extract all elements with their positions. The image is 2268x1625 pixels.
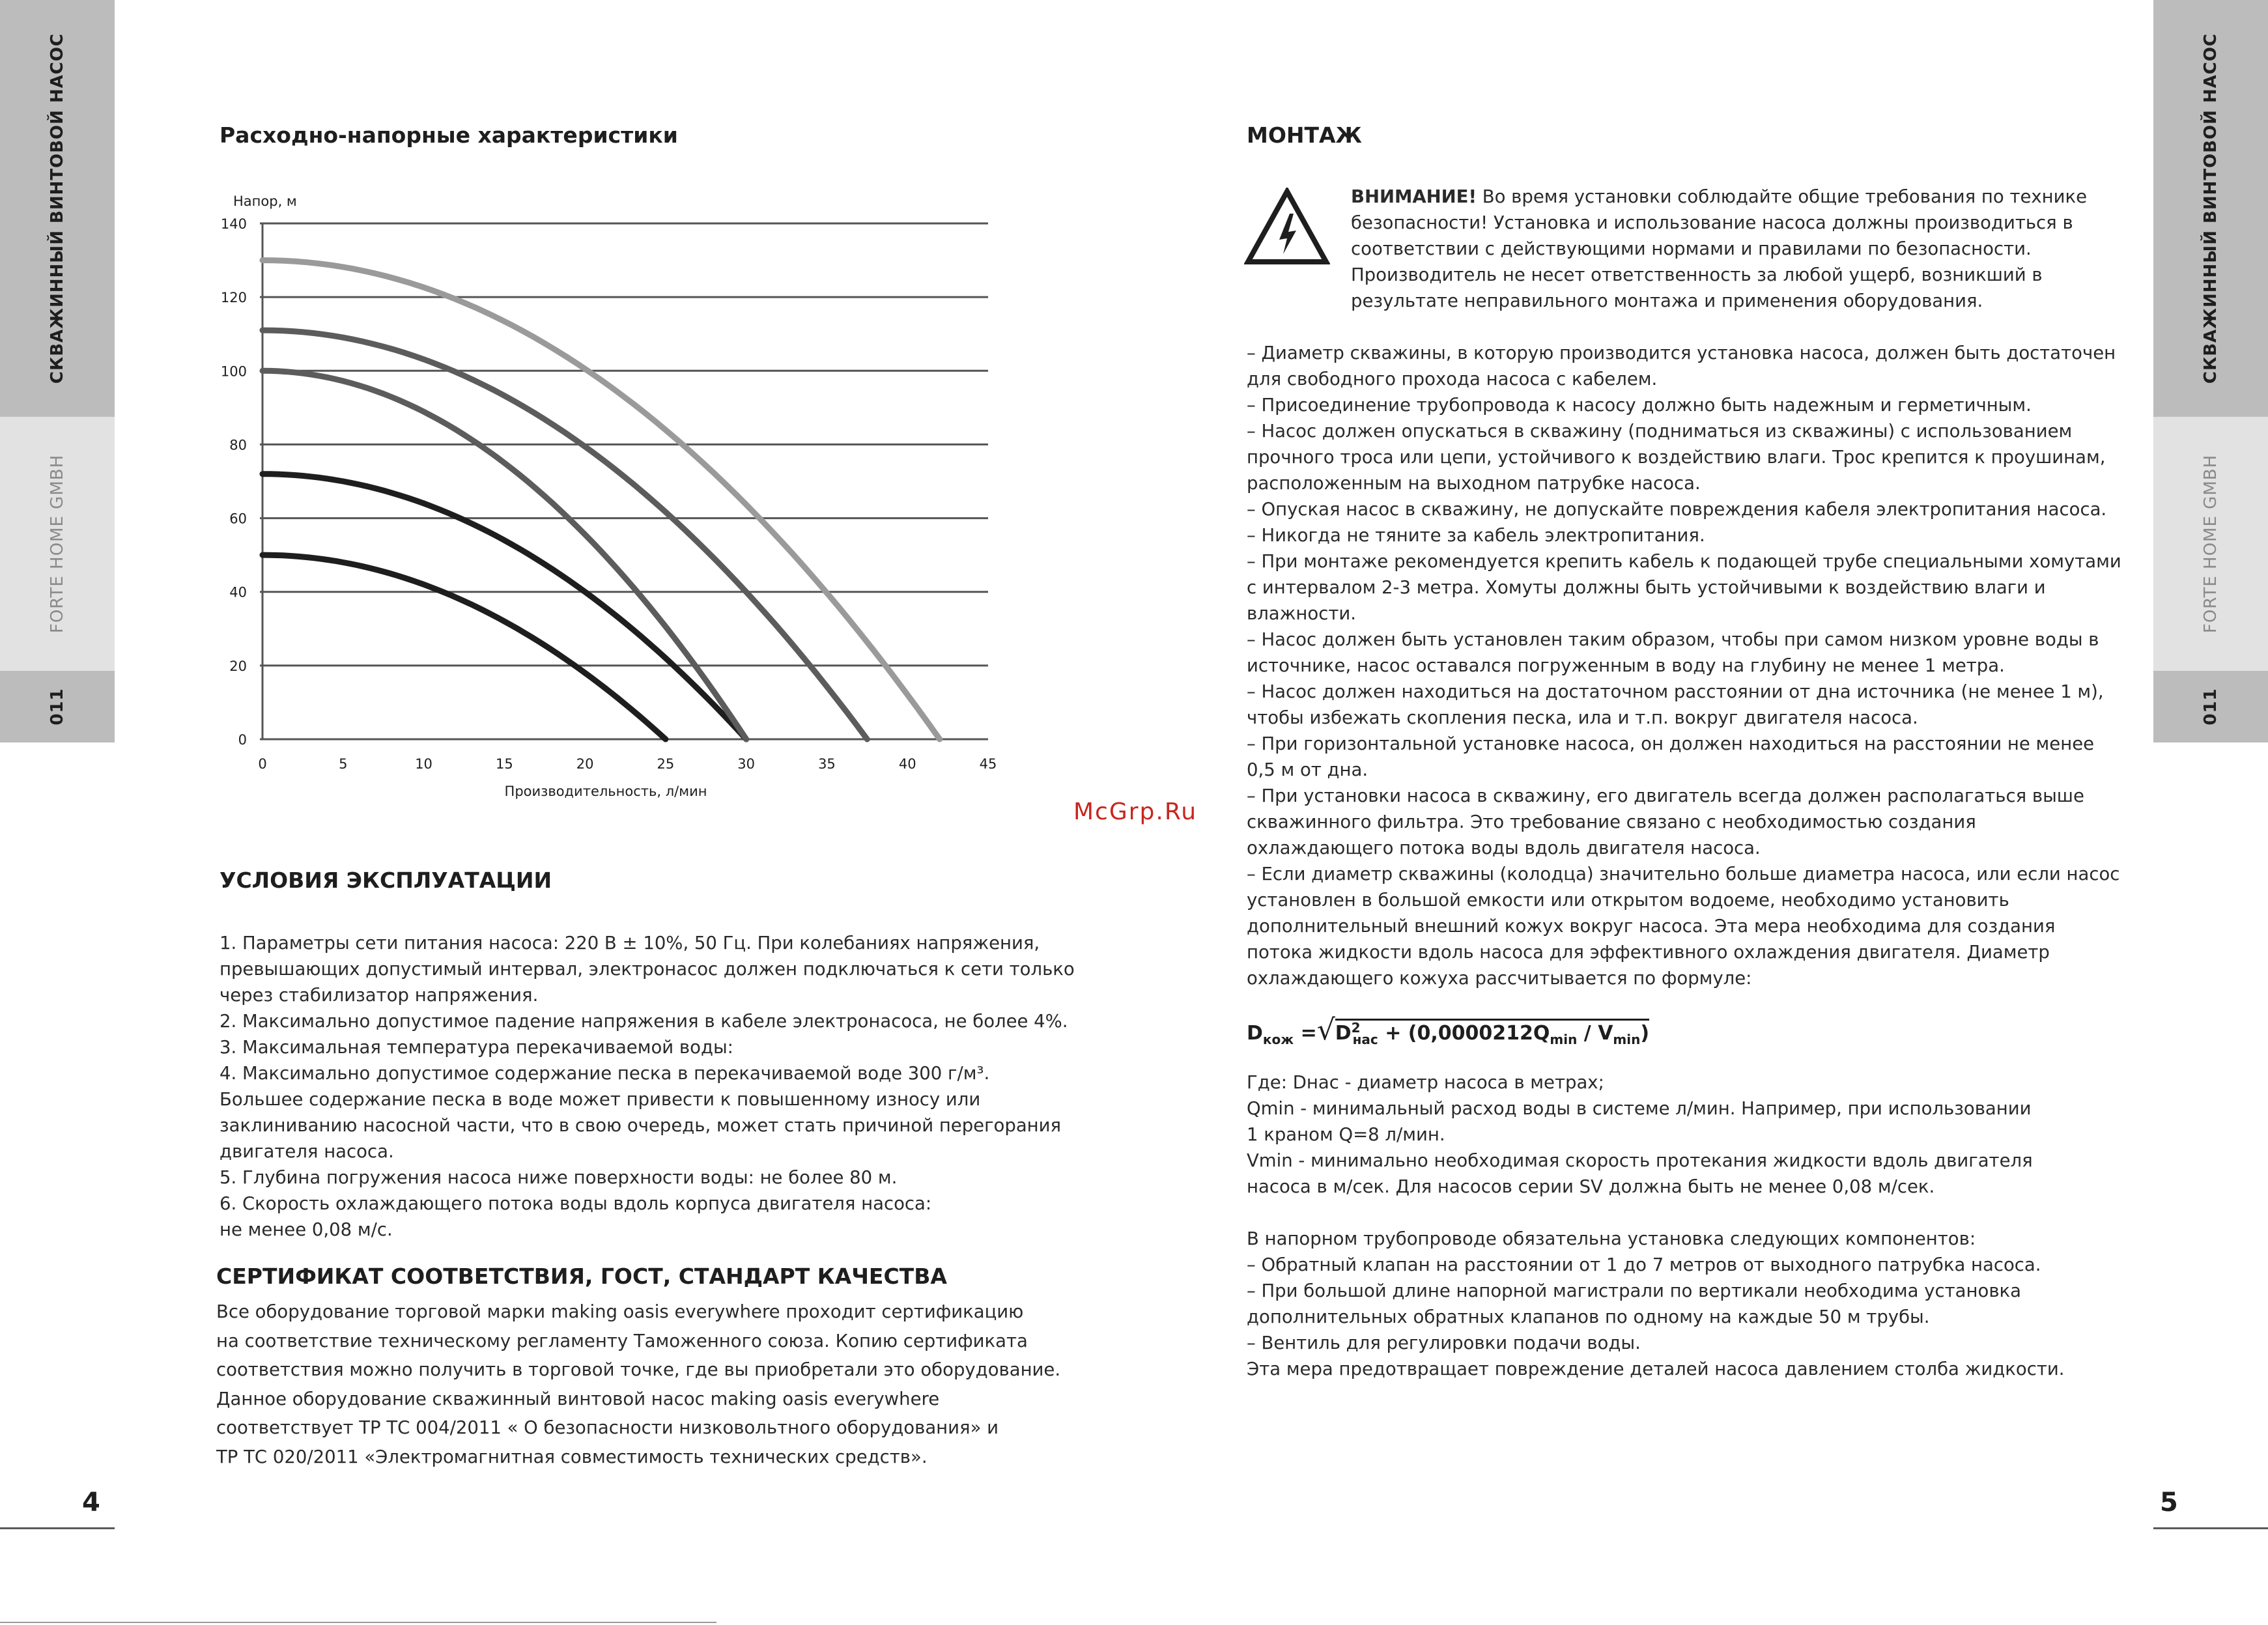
x-tick-label: 40 <box>898 756 916 772</box>
performance-chart <box>0 0 1016 821</box>
mounting-list <box>1247 340 2121 991</box>
side-tab-product-label: СКВАЖИННЫЙ ВИНТОВОЙ НАСОС <box>2201 33 2220 384</box>
conditions-line: 1. Параметры сети питания насоса: 220 В ± 10%, 50 Гц. При колебаниях напряжения, <box>220 933 1040 954</box>
pipeline-line: – Обратный клапан на расстоянии от 1 до 7 метров от выходного патрубка насоса. <box>1247 1254 2041 1275</box>
mounting-line: дополнительный внешний кожух вокруг насоса. Эта мера необходима для создания <box>1247 916 2056 937</box>
watermark: McGrp.Ru <box>1073 798 1198 825</box>
conditions-line: не менее 0,08 м/с. <box>220 1219 393 1240</box>
x-tick-label: 45 <box>979 756 997 772</box>
mounting-line: – При монтаже рекомендуется крепить кабель к подающей трубе специальными хомутами <box>1247 551 2121 572</box>
mounting-line: – Насос должен находиться на достаточном расстоянии от дна источника (не менее 1 м), <box>1247 681 2104 702</box>
mounting-line: с интервалом 2-3 метра. Хомуты должны быть устойчивыми к воздействию влаги и <box>1247 577 2046 598</box>
warning-line: Производитель не несет ответственность за любой ущерб, возникший в <box>1351 264 2043 285</box>
formula-close: ) <box>1640 1022 1650 1045</box>
formula-eq: = <box>1294 1022 1317 1045</box>
x-tick-label: 30 <box>737 756 756 772</box>
formula-inner-sub: нас <box>1352 1032 1378 1047</box>
warning-line: Во время установки соблюдайте общие требования по технике <box>1477 186 2088 207</box>
warning-line: соответствии с действующими нормами и правилами по безопасности. <box>1351 238 2032 259</box>
mounting-line: прочного троса или цепи, устойчивого к воздействию влаги. Трос крепится к проушинам, <box>1247 447 2106 468</box>
formula-radicand <box>1335 1019 1649 1045</box>
y-tick-label: 80 <box>229 437 247 453</box>
side-tab-brand-right <box>2153 417 2268 671</box>
pipeline-line: дополнительных обратных клапанов по одному на каждые 50 м трубы. <box>1247 1307 1930 1327</box>
certificate-heading: СЕРТИФИКАТ СООТВЕТСТВИЯ, ГОСТ, СТАНДАРТ КАЧЕСТВА <box>216 1264 947 1289</box>
mounting-line: – Диаметр скважины, в которую производится установка насоса, должен быть достаточен <box>1247 343 2116 363</box>
series-line-curve-5 <box>262 261 940 739</box>
y-tick-label: 120 <box>220 290 247 306</box>
mounting-line: – Насос должен быть установлен таким образом, чтобы при самом низком уровне воды в <box>1247 629 2099 650</box>
side-tab-brand-label: FORTE HOME GMBH <box>2201 454 2220 634</box>
x-tick-label: 0 <box>258 756 267 772</box>
pipeline-line: В напорном трубопроводе обязательна установка следующих компонентов: <box>1247 1228 1976 1249</box>
certificate-line: Все оборудование торговой марки making oasis everywhere проходит сертификацию <box>216 1301 1024 1322</box>
mounting-line: – Опуская насос в скважину, не допускайте повреждения кабеля электропитания насоса. <box>1247 499 2107 520</box>
pipeline-components <box>1247 1226 2064 1382</box>
series-line-curve-3 <box>262 371 746 739</box>
pipeline-line: Эта мера предотвращает повреждение деталей насоса давлением столба жидкости. <box>1247 1359 2065 1379</box>
x-tick-label: 25 <box>657 756 675 772</box>
mounting-line: расположенным на выходном патрубке насоса. <box>1247 473 1701 494</box>
formula-d-sub: кож <box>1262 1032 1294 1047</box>
y-tick-label: 140 <box>220 216 247 232</box>
series-line-curve-1 <box>262 555 666 739</box>
page-divider-left <box>0 1527 115 1529</box>
certificate-line: ТР ТС 020/2011 «Электромагнитная совместимость технических средств». <box>216 1446 928 1467</box>
mounting-line: – Если диаметр скважины (колодца) значительно больше диаметра насоса, или если насос <box>1247 864 2120 884</box>
chart-heading: Расходно-напорные характеристики <box>220 122 678 148</box>
mounting-line: охлаждающего потока воды вдоль двигателя насоса. <box>1247 838 1761 858</box>
mounting-line: – Насос должен опускаться в скважину (подниматься из скважины) с использованием <box>1247 421 2073 442</box>
high-voltage-warning-icon <box>1244 188 1330 266</box>
y-tick-label: 40 <box>229 584 247 601</box>
mounting-line: охлаждающего кожуха рассчитывается по формуле: <box>1247 968 1752 989</box>
y-tick-label: 100 <box>220 363 247 380</box>
page-number-left: 4 <box>82 1488 100 1518</box>
side-tab-code-label: 011 <box>2201 688 2220 726</box>
side-tab-code-label: 011 <box>48 688 67 726</box>
mounting-line: – Никогда не тяните за кабель электропитания. <box>1247 525 1705 546</box>
formula-slash: / V <box>1577 1022 1613 1045</box>
y-tick-label: 20 <box>229 658 247 674</box>
conditions-list <box>220 930 1075 1243</box>
x-tick-label: 35 <box>818 756 836 772</box>
certificate-text <box>216 1297 1060 1471</box>
formula-d: D <box>1247 1022 1263 1045</box>
formula-v-sub: min <box>1613 1032 1641 1047</box>
side-tab-brand-label: FORTE HOME GMBH <box>48 454 67 634</box>
mounting-line: – При установки насоса в скважину, его двигатель всегда должен располагаться выше <box>1247 785 2084 806</box>
mounting-line: для свободного прохода насоса с кабелем. <box>1247 369 1658 389</box>
mounting-line: 0,5 м от дна. <box>1247 759 1368 780</box>
formula-inner-d: D <box>1335 1022 1352 1045</box>
mounting-line: влажности. <box>1247 603 1356 624</box>
conditions-line: Большее содержание песка в воде может привести к повышенному износу или <box>220 1089 981 1110</box>
conditions-line: 4. Максимально допустимое содержание песка в перекачиваемой воде 300 г/м³. <box>220 1063 990 1084</box>
conditions-line: 3. Максимальная температура перекачиваемой воды: <box>220 1037 733 1058</box>
x-tick-label: 10 <box>415 756 432 772</box>
formula-legend-line: насоса в м/сек. Для насосов серии SV должна быть не менее 0,08 м/сек. <box>1247 1176 1935 1197</box>
formula-legend-line: Vmin - минимально необходимая скорость протекания жидкости вдоль двигателя <box>1247 1150 2033 1171</box>
series-line-curve-2 <box>262 474 746 739</box>
certificate-line: соответствует ТР ТС 004/2011 « О безопасности низковольтного оборудования» и <box>216 1417 999 1438</box>
certificate-line: соответствия можно получить в торговой точке, где вы приобретали это оборудование. <box>216 1359 1061 1380</box>
cooling-jacket-formula <box>1247 1013 1649 1047</box>
certificate-line: на соответствие техническому регламенту Таможенного союза. Копию сертификата <box>216 1330 1028 1351</box>
formula-legend-line: Где: Dнас - диаметр насоса в метрах; <box>1247 1072 1604 1093</box>
mounting-line: потока жидкости вдоль насоса для эффективного охлаждения двигателя. Диаметр <box>1247 942 2050 963</box>
formula-legend <box>1247 1069 2033 1200</box>
x-axis-label: Производительность, л/мин <box>504 784 707 799</box>
warning-label: ВНИМАНИЕ! <box>1351 186 1477 207</box>
mounting-heading: МОНТАЖ <box>1247 122 1362 148</box>
warning-line: результате неправильного монтажа и применения оборудования. <box>1351 290 1983 311</box>
conditions-heading: УСЛОВИЯ ЭКСПЛУАТАЦИИ <box>220 868 552 893</box>
formula-rest: + (0,0000212Q <box>1378 1022 1550 1045</box>
formula-legend-line: 1 краном Q=8 л/мин. <box>1247 1124 1445 1145</box>
x-tick-label: 20 <box>576 756 594 772</box>
conditions-line: через стабилизатор напряжения. <box>220 985 539 1006</box>
y-tick-label: 60 <box>229 511 247 527</box>
formula-q-sub: min <box>1550 1032 1578 1047</box>
mounting-line: установлен в большой емкости или открытом водоеме, необходимо установить <box>1247 890 2009 911</box>
mounting-line: источнике, насос оставался погруженным в воду на глубину не менее 1 метра. <box>1247 655 2005 676</box>
side-tab-product-right <box>2153 0 2268 417</box>
mounting-line: скважинного фильтра. Это требование связано с необходимостью создания <box>1247 812 1976 832</box>
conditions-line: 6. Скорость охлаждающего потока воды вдоль корпуса двигателя насоса: <box>220 1193 932 1214</box>
mounting-line: – Присоединение трубопровода к насосу должно быть надежным и герметичным. <box>1247 395 2032 416</box>
y-axis-label: Напор, м <box>233 193 297 209</box>
conditions-line: заклиниванию насосной части, что в свою очередь, может стать причиной перегорания <box>220 1115 1062 1136</box>
side-tab-code-right <box>2153 671 2268 742</box>
page-divider-right <box>2153 1527 2268 1529</box>
formula-legend-line: Qmin - минимальный расход воды в системе л/мин. Например, при использовании <box>1247 1098 2032 1119</box>
warning-text <box>1351 184 2087 314</box>
formula-inner-sup: 2 <box>1351 1020 1361 1036</box>
pipeline-line: – При большой длине напорной магистрали по вертикали необходима установка <box>1247 1280 2021 1301</box>
certificate-line: Данное оборудование скважинный винтовой насос making oasis everywhere <box>216 1388 940 1409</box>
bottom-rule <box>0 1622 716 1623</box>
sqrt-sign-icon: √ <box>1316 1013 1335 1047</box>
y-tick-label: 0 <box>238 732 247 748</box>
conditions-line: двигателя насоса. <box>220 1141 394 1162</box>
page-number-right: 5 <box>2160 1488 2178 1518</box>
x-tick-label: 5 <box>339 756 348 772</box>
side-tab-product-label: СКВАЖИННЫЙ ВИНТОВОЙ НАСОС <box>48 33 67 384</box>
conditions-line: 5. Глубина погружения насоса ниже поверхности воды: не более 80 м. <box>220 1167 898 1188</box>
warning-line: безопасности! Установка и использование насоса должны производиться в <box>1351 212 2073 233</box>
conditions-line: превышающих допустимый интервал, электронасос должен подключаться к сети только <box>220 959 1075 980</box>
x-tick-label: 15 <box>495 756 513 772</box>
pipeline-line: – Вентиль для регулировки подачи воды. <box>1247 1333 1641 1353</box>
mounting-line: – При горизонтальной установке насоса, он должен находиться на расстоянии не менее <box>1247 733 2095 754</box>
conditions-line: 2. Максимально допустимое падение напряжения в кабеле электронасоса, не более 4%. <box>220 1011 1068 1032</box>
mounting-line: чтобы избежать скопления песка, ила и т.п. вокруг двигателя насоса. <box>1247 707 1918 728</box>
